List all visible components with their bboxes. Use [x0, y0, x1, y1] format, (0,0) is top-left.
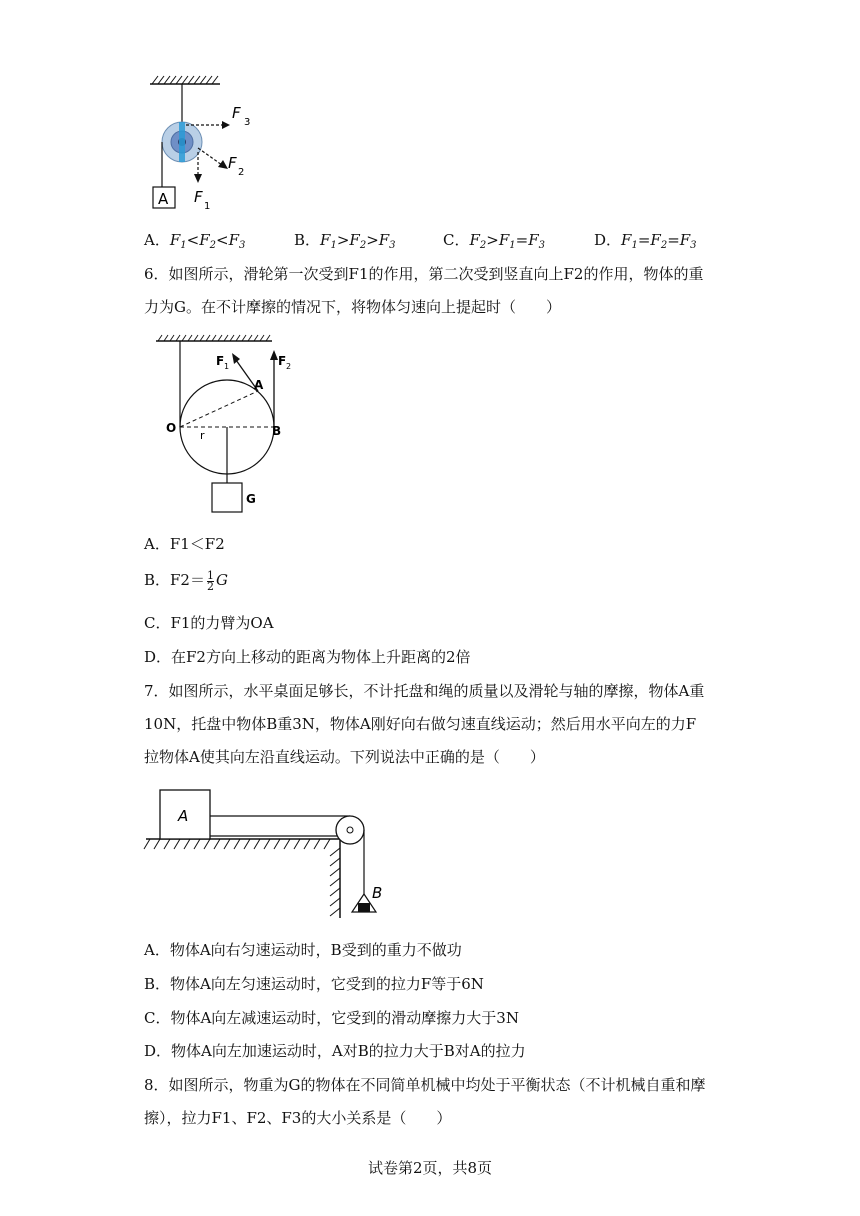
q6-label-o: O	[166, 421, 177, 435]
q5-f3-label: F	[232, 104, 241, 122]
q5-box-label: A	[158, 190, 169, 208]
q5-f2-sub: 2	[238, 167, 245, 178]
q7-stem-line2: 10N，托盘中物体B重3N，物体A刚好向右做匀速直线运动；然后用水平向左的力F	[144, 715, 697, 733]
q7-stem-line3: 拉物体A使其向左沿直线运动。下列说法中正确的是（ ）	[144, 748, 545, 766]
q5-f1-label: F	[194, 188, 203, 206]
q6-label-f2: F	[278, 354, 287, 368]
q6-label-g: G	[246, 492, 256, 506]
q7-table-figure	[144, 786, 384, 926]
q7-option-b[interactable]: B．物体A向左匀速运动时，它受到的拉力F等于6N	[144, 975, 484, 993]
q6-option-c[interactable]: C．F1的力臂为OA	[144, 614, 274, 632]
q6-option-a[interactable]: A．F1＜F2	[144, 535, 225, 553]
q5-option-b[interactable]: B．$F_1>F_2>F_3$	[294, 231, 396, 251]
q5-f2-label: F	[228, 154, 237, 172]
q7-option-a[interactable]: A．物体A向右匀速运动时，B受到的重力不做功	[144, 941, 462, 959]
q6-label-f2-sub: 2	[286, 362, 292, 371]
q6-stem-line2: 力为G。在不计摩擦的情况下，将物体匀速向上提起时（ ）	[144, 298, 561, 316]
q7-label-b: B	[372, 884, 383, 902]
q7-option-d[interactable]: D．物体A向左加速运动时，A对B的拉力大于B对A的拉力	[144, 1042, 526, 1060]
q7-option-c[interactable]: C．物体A向左减速运动时，它受到的滑动摩擦力大于3N	[144, 1009, 519, 1027]
q5-pulley-figure	[140, 70, 260, 220]
q8-stem-line2: 擦），拉力F1、F2、F3的大小关系是（ ）	[144, 1109, 452, 1127]
q6-label-f1: F	[216, 354, 225, 368]
q5-option-d[interactable]: D．$F_1=F_2=F_3$	[594, 231, 697, 251]
q6-fraction: $\frac{1}{2}$	[206, 568, 214, 593]
q6-label-a: A	[254, 378, 264, 392]
q8-stem-line1: 8．如图所示，物重为G的物体在不同简单机械中均处于平衡状态（不计机械自重和摩	[144, 1076, 706, 1094]
q7-stem-line1: 7．如图所示，水平桌面足够长，不计托盘和绳的质量以及滑轮与轴的摩擦，物体A重	[144, 682, 705, 700]
q5-f1-sub: 1	[204, 201, 211, 212]
q5-option-a[interactable]: A．$F_1<F_2<F_3$	[144, 231, 246, 251]
q5-option-d-prefix: D．	[594, 231, 622, 249]
q5-option-c-prefix: C．	[443, 231, 470, 249]
q5-option-c[interactable]: C．$F_2>F_1=F_3$	[443, 231, 545, 251]
q6-pulley-figure	[150, 333, 300, 518]
q6-label-r: r	[200, 429, 205, 442]
q6-label-f1-sub: 1	[224, 362, 230, 371]
q6-stem-line1: 6．如图所示，滑轮第一次受到F1的作用，第二次受到竖直向上F2的作用，物体的重	[144, 265, 704, 283]
q6-label-b: B	[272, 424, 282, 438]
q5-option-a-prefix: A．	[144, 231, 170, 249]
q5-option-b-prefix: B．	[294, 231, 321, 249]
q6-option-b[interactable]: B．F2＝ $\frac{1}{2}$ G	[144, 568, 228, 593]
q5-f3-sub: 3	[244, 117, 251, 128]
page-footer: 试卷第2页，共8页	[367, 1159, 493, 1177]
q7-label-a: A	[178, 807, 189, 825]
q6-option-d[interactable]: D．在F2方向上移动的距离为物体上升距离的2倍	[144, 648, 471, 666]
